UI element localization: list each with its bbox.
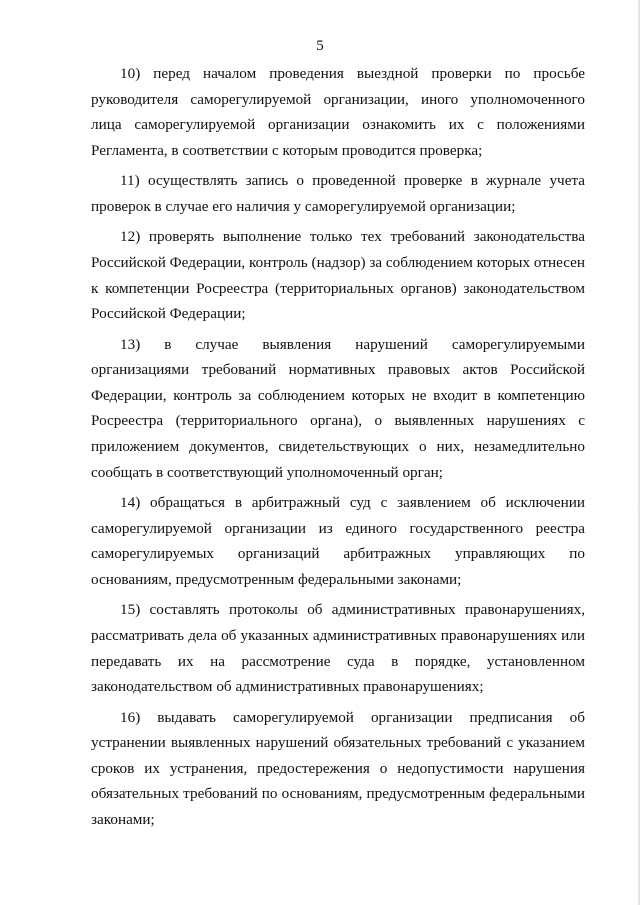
paragraph-item-11: 11) осуществлять запись о проведенной проверке в журнале учета проверок в случае его наличия у саморегулируемой организации; [91,172,585,215]
paragraph-item-12: 12) проверять выполнение только тех требований законодательства Российской Федерации, контроль (надзор) за соблюдением которых отнесен к компетенции Росреестра (территориальных органов) законодательством Российской Федерации; [91,228,585,323]
paragraph-item-16: 16) выдавать саморегулируемой организации предписания об устранении выявленных нарушений обязательных требований с указанием сроков их устранения, предостережения о недопустимости нарушения обязательных требований по основаниям, предусмотренным федеральными законами; [91,708,585,828]
document-body [91,61,585,837]
paragraph-item-15: 15) составлять протоколы об административных правонарушениях, рассматривать дела об указанных административных правонарушениях или передавать их на рассмотрение суда в порядке, установленном законодательством об административных правонарушениях; [91,601,585,696]
paragraph-item-13: 13) в случае выявления нарушений саморегулируемыми организациями требований нормативных правовых актов Российской Федерации, контроль за соблюдением которых не входит в компетенцию Росреестра (территориального органа), о выявленных нарушениях с приложением документов, свидетельствующих о них, незамедлительно сообщать в соответствующий уполномоченный орган; [91,335,585,481]
paragraph-item-10: 10) перед началом проведения выездной проверки по просьбе руководителя саморегулируемой организации, иного уполномоченного лица саморегулируемой организации ознакомить их с положениями Регламента, в соответствии с которым проводится проверка; [91,65,585,159]
paragraph-item-14: 14) обращаться в арбитражный суд с заявлением об исключении саморегулируемой организации из единого государственного реестра саморегулируемых организаций арбитражных управляющих по основаниям, предусмотренным федеральными законами; [91,494,585,588]
page-number: 5 [316,38,324,54]
